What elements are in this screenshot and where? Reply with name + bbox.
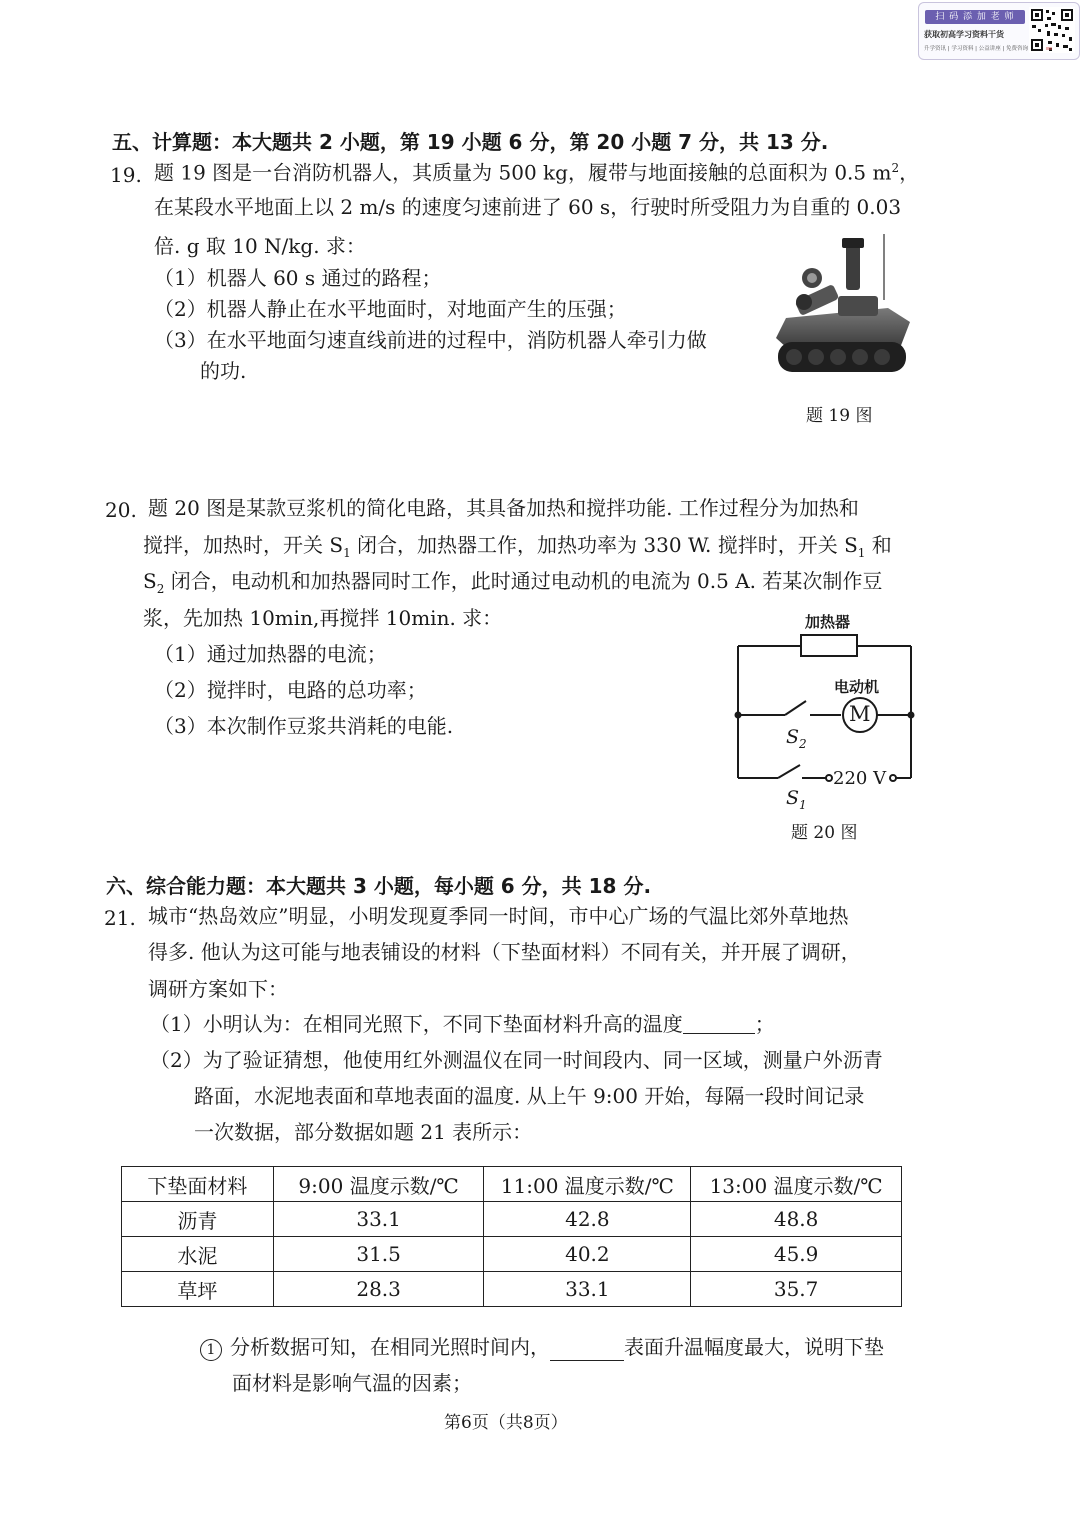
section5-heading: 五、计算题：本大题共 2 小题，第 19 小题 6 分，第 20 小题 7 分，共 13 分. (112, 130, 829, 154)
table-cell: 水泥 (122, 1237, 274, 1272)
table-cell: 33.1 (273, 1202, 484, 1237)
table-cell: 28.3 (273, 1272, 484, 1307)
table-cell: 33.1 (484, 1272, 691, 1307)
q19-line3: 倍. g 取 10 N/kg. 求： (154, 234, 366, 258)
table-header-cell: 13:00 温度示数/℃ (691, 1167, 902, 1202)
table-cell: 31.5 (273, 1237, 484, 1272)
table-header-row (122, 1167, 902, 1202)
q19-part1: （1）机器人 60 s 通过的路程； (154, 266, 442, 290)
q21-number: 21. (104, 906, 136, 930)
voltage-label: 220 V (833, 768, 887, 789)
circled-number: 1 (200, 1339, 222, 1361)
s2-label: $S_2$ (786, 726, 807, 751)
q21-line1: 城市“热岛效应”明显，小明发现夏季同一时间，市中心广场的气温比郊外草地热 (148, 904, 849, 928)
q21-line3: 调研方案如下： (148, 977, 288, 1001)
q20-line3: $S_2$ 闭合，电动机和加热器同时工作，此时通过电动机的电流为 0.5 A. 若某次制作豆 (143, 569, 883, 596)
table-cell: 45.9 (691, 1237, 902, 1272)
q21-part2-line2: 路面，水泥地表面和草地表面的温度. 从上午 9:00 开始，每隔一段时间记录 (194, 1084, 865, 1108)
answer-blank (550, 1342, 624, 1361)
table-header-cell: 9:00 温度示数/℃ (273, 1167, 484, 1202)
table-row (122, 1272, 902, 1307)
table-cell: 35.7 (691, 1272, 902, 1307)
q21-part2-line1: （2）为了验证猜想，他使用红外测温仪在同一时间段内、同一区域，测量户外沥青 (150, 1048, 883, 1072)
page-number: 第6页（共8页） (444, 1413, 568, 1433)
q20-caption: 题 20 图 (791, 823, 858, 843)
answer-blank (683, 1015, 755, 1034)
q20-part1: （1）通过加热器的电流； (154, 642, 387, 666)
badge-line: 获取初高学习资料干货 (924, 30, 1004, 39)
table-cell: 草坪 (122, 1272, 274, 1307)
q20-part3: （3）本次制作豆浆共消耗的电能. (154, 714, 454, 738)
table-row (122, 1202, 902, 1237)
table-header-cell: 下垫面材料 (122, 1167, 274, 1202)
qr-code-icon (1029, 7, 1075, 53)
q19-part2: （2）机器人静止在水平地面时，对地面产生的压强； (154, 297, 627, 321)
q21-line2: 得多. 他认为这可能与地表铺设的材料（下垫面材料）不同有关，并开展了调研， (148, 940, 861, 964)
q21-part1: （1）小明认为：在相同光照下，不同下垫面材料升高的温度 ； (150, 1012, 775, 1036)
q20-line2: 搅拌，加热时，开关 $S_1$ 闭合，加热器工作，加热功率为 330 W. 搅拌时，开关 $S_1$ 和 (143, 533, 892, 560)
table-row (122, 1237, 902, 1272)
motor-symbol: M (849, 702, 871, 726)
table-header-cell: 11:00 温度示数/℃ (484, 1167, 691, 1202)
table-cell: 40.2 (484, 1237, 691, 1272)
switch-s2 (785, 701, 806, 715)
section6-heading: 六、综合能力题：本大题共 3 小题，每小题 6 分，共 18 分. (106, 874, 652, 898)
heater-resistor (801, 635, 857, 656)
q20-number: 20. (105, 498, 137, 522)
badge-tag: 扫 码 添 加 老 师 (925, 10, 1025, 24)
q19-line2: 在某段水平地面上以 2 m/s 的速度匀速前进了 60 s，行驶时所受阻力为自重的 0.03 (154, 195, 902, 219)
fire-robot-image (768, 230, 918, 390)
q19-number: 19. (110, 163, 142, 187)
heater-label: 加热器 (805, 613, 851, 631)
motor-label: 电动机 (834, 678, 880, 696)
table-cell: 42.8 (484, 1202, 691, 1237)
table-cell: 沥青 (122, 1202, 274, 1237)
q20-line1: 题 20 图是某款豆浆机的简化电路，其具备加热和搅拌功能. 工作过程分为加热和 (148, 496, 859, 520)
temperature-table (121, 1166, 902, 1307)
q19-part3: （3）在水平地面匀速直线前进的过程中，消防机器人牵引力做 (154, 328, 707, 352)
circuit-diagram (730, 605, 930, 805)
q20-line4: 浆，先加热 10min,再搅拌 10min. 求： (143, 606, 503, 630)
switch-s1 (778, 765, 800, 778)
q21-part2-line3: 一次数据，部分数据如题 21 表所示： (194, 1120, 533, 1144)
table-cell: 48.8 (691, 1202, 902, 1237)
q20-part2: （2）搅拌时，电路的总功率； (154, 678, 427, 702)
q19-caption: 题 19 图 (806, 406, 873, 426)
s1-label: $S_1$ (786, 787, 807, 812)
q21-sub1: 1 分析数据可知，在相同光照时间内， 表面升温幅度最大，说明下垫 (200, 1337, 884, 1361)
badge-subline: 升学资讯 | 学习资料 | 公益讲座 | 免费咨询 (924, 46, 1029, 52)
q21-sub1-line2: 面材料是影响气温的因素； (232, 1371, 472, 1395)
qr-badge (918, 2, 1080, 60)
q19-part3-cont: 的功. (200, 359, 247, 383)
q19-line1: 题 19 图是一台消防机器人，其质量为 500 kg，履带与地面接触的总面积为 0.5 $m^2$， (154, 160, 920, 185)
